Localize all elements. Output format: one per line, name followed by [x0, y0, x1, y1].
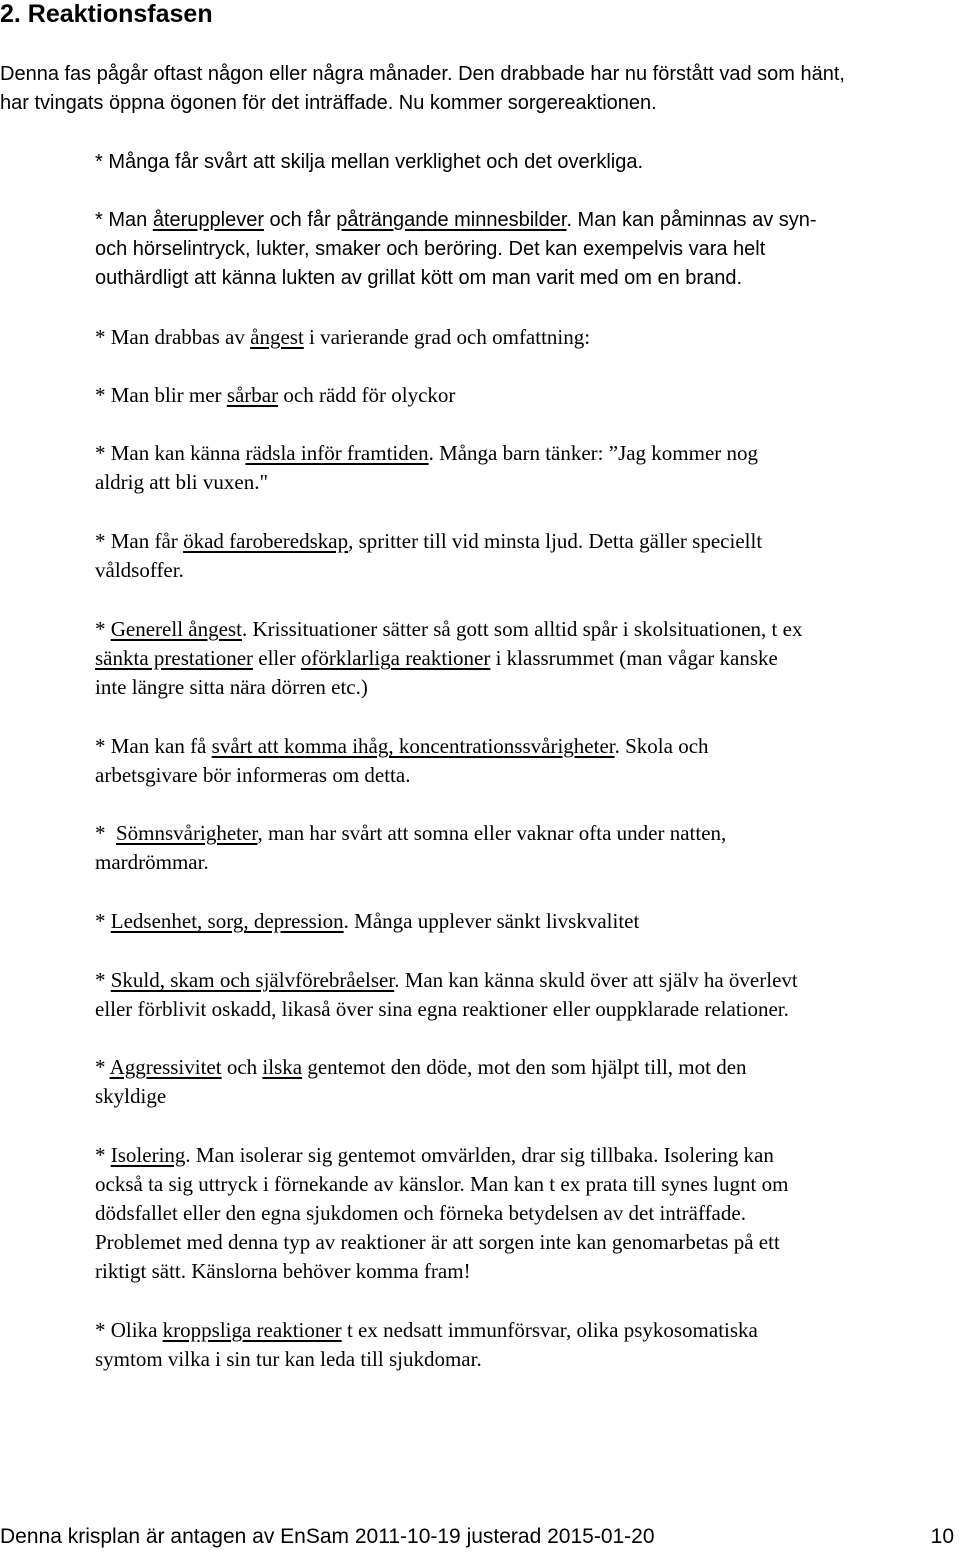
bullet-2-line-3: outhärdligt att känna lukten av grillat kött om man varit med om en brand. [95, 267, 743, 289]
bullet-13-line-1: * Isolering. Man isolerar sig gentemot omvärlden, drar sig tillbaka. Isolering kan [95, 1143, 774, 1167]
term-kroppsliga-reaktioner: kroppsliga reaktioner [162, 1318, 342, 1342]
term-ledsenhet-sorg-depression: Ledsenhet, sorg, depression [110, 909, 344, 933]
term-aterupplever: återupplever [152, 209, 264, 231]
intro-line-1: Denna fas pågår oftast någon eller några månader. Den drabbade har nu förstått vad som hänt, [0, 63, 845, 85]
section-heading: 2. Reaktionsfasen [0, 0, 213, 28]
page-number: 10 [930, 1525, 954, 1548]
term-ilska: ilska [262, 1055, 303, 1079]
term-radsla-infor-framtiden: rädsla inför framtiden [245, 441, 429, 465]
bullet-9-line-1: * Sömnsvårigheter, man har svårt att somna eller vaknar ofta under natten, [95, 821, 727, 845]
term-oforklarliga-reaktioner: oförklarliga reaktioner [300, 646, 491, 670]
bullet-7-line-1: * Generell ångest. Krissituationer sätter så gott som alltid spår i skolsituationen, t ex [95, 617, 803, 641]
bullet-5-line-1: * Man kan känna rädsla inför framtiden. Många barn tänker: ”Jag kommer nog [95, 441, 759, 465]
term-angest: ångest [250, 325, 304, 349]
bullet-13-line-5: riktigt sätt. Känslorna behöver komma fram! [95, 1259, 471, 1283]
term-okad-faroberedskap: ökad faroberedskap [183, 529, 349, 553]
bullet-8-line-1: * Man kan få svårt att komma ihåg, koncentrationssvårigheter. Skola och [95, 734, 709, 758]
bullet-1: * Många får svårt att skilja mellan verklighet och det overkliga. [95, 151, 644, 173]
term-aggressivitet: Aggressivitet [109, 1055, 222, 1079]
intro-line-2: har tvingats öppna ögonen för det inträffade. Nu kommer sorgereaktionen. [0, 92, 657, 114]
page-footer: Denna krisplan är antagen av EnSam 2011-10-19 justerad 2015-01-20 [0, 1525, 655, 1548]
bullet-9-line-2: mardrömmar. [95, 850, 209, 874]
bullet-11-line-1: * Skuld, skam och självförebråelser. Man kan känna skuld över att själv ha överlevt [95, 968, 798, 992]
bullet-11-line-2: eller förblivit oskadd, likaså över sina egna reaktioner eller ouppklarade relationer. [95, 997, 789, 1021]
bullet-14-line-2: symtom vilka i sin tur kan leda till sjukdomar. [95, 1347, 482, 1371]
bullet-5-line-2: aldrig att bli vuxen." [95, 470, 269, 494]
bullet-7-line-2: sänkta prestationer eller oförklarliga reaktioner i klassrummet (man vågar kanske [95, 646, 778, 670]
term-patrangande-minnesbilder: påträngande minnesbilder [336, 209, 567, 231]
term-isolering: Isolering [110, 1143, 186, 1167]
bullet-6-line-1: * Man får ökad faroberedskap, spritter till vid minsta ljud. Detta gäller speciellt [95, 529, 763, 553]
bullet-3: * Man drabbas av ångest i varierande grad och omfattning: [95, 325, 591, 349]
bullet-13-line-4: Problemet med denna typ av reaktioner är att sorgen inte kan genomarbetas på ett [95, 1230, 780, 1254]
bullet-13-line-2: också ta sig uttryck i förnekande av känslor. Man kan t ex prata till synes lugnt om [95, 1172, 789, 1196]
bullet-4: * Man blir mer sårbar och rädd för olyckor [95, 383, 456, 407]
bullet-2-line-1: * Man återupplever och får påträngande minnesbilder. Man kan påminnas av syn- [95, 209, 817, 231]
bullet-14-line-1: * Olika kroppsliga reaktioner t ex nedsatt immunförsvar, olika psykosomatiska [95, 1318, 758, 1342]
term-sarbar: sårbar [226, 383, 279, 407]
term-skuld-skam: Skuld, skam och självförebråelser [110, 968, 395, 992]
bullet-12-line-2: skyldige [95, 1084, 167, 1108]
term-koncentrationssvarigheter: svårt att komma ihåg, koncentrationssvårigheter [211, 734, 615, 758]
bullet-8-line-2: arbetsgivare bör informeras om detta. [95, 763, 411, 787]
term-sankta-prestationer: sänkta prestationer [95, 646, 254, 670]
term-somnsvarigheter: Sömnsvårigheter [116, 821, 258, 845]
term-generell-angest: Generell ångest [110, 617, 242, 641]
bullet-12-line-1: * Aggressivitet och ilska gentemot den döde, mot den som hjälpt till, mot den [95, 1055, 747, 1079]
bullet-2-line-2: och hörselintryck, lukter, smaker och beröring. Det kan exempelvis vara helt [95, 238, 766, 260]
bullet-6-line-2: våldsoffer. [95, 558, 184, 582]
bullet-13-line-3: dödsfallet eller den egna sjukdomen och förneka betydelsen av det inträffade. [95, 1201, 746, 1225]
bullet-7-line-3: inte längre sitta nära dörren etc.) [95, 675, 368, 699]
bullet-10: * Ledsenhet, sorg, depression. Många upplever sänkt livskvalitet [95, 909, 640, 933]
